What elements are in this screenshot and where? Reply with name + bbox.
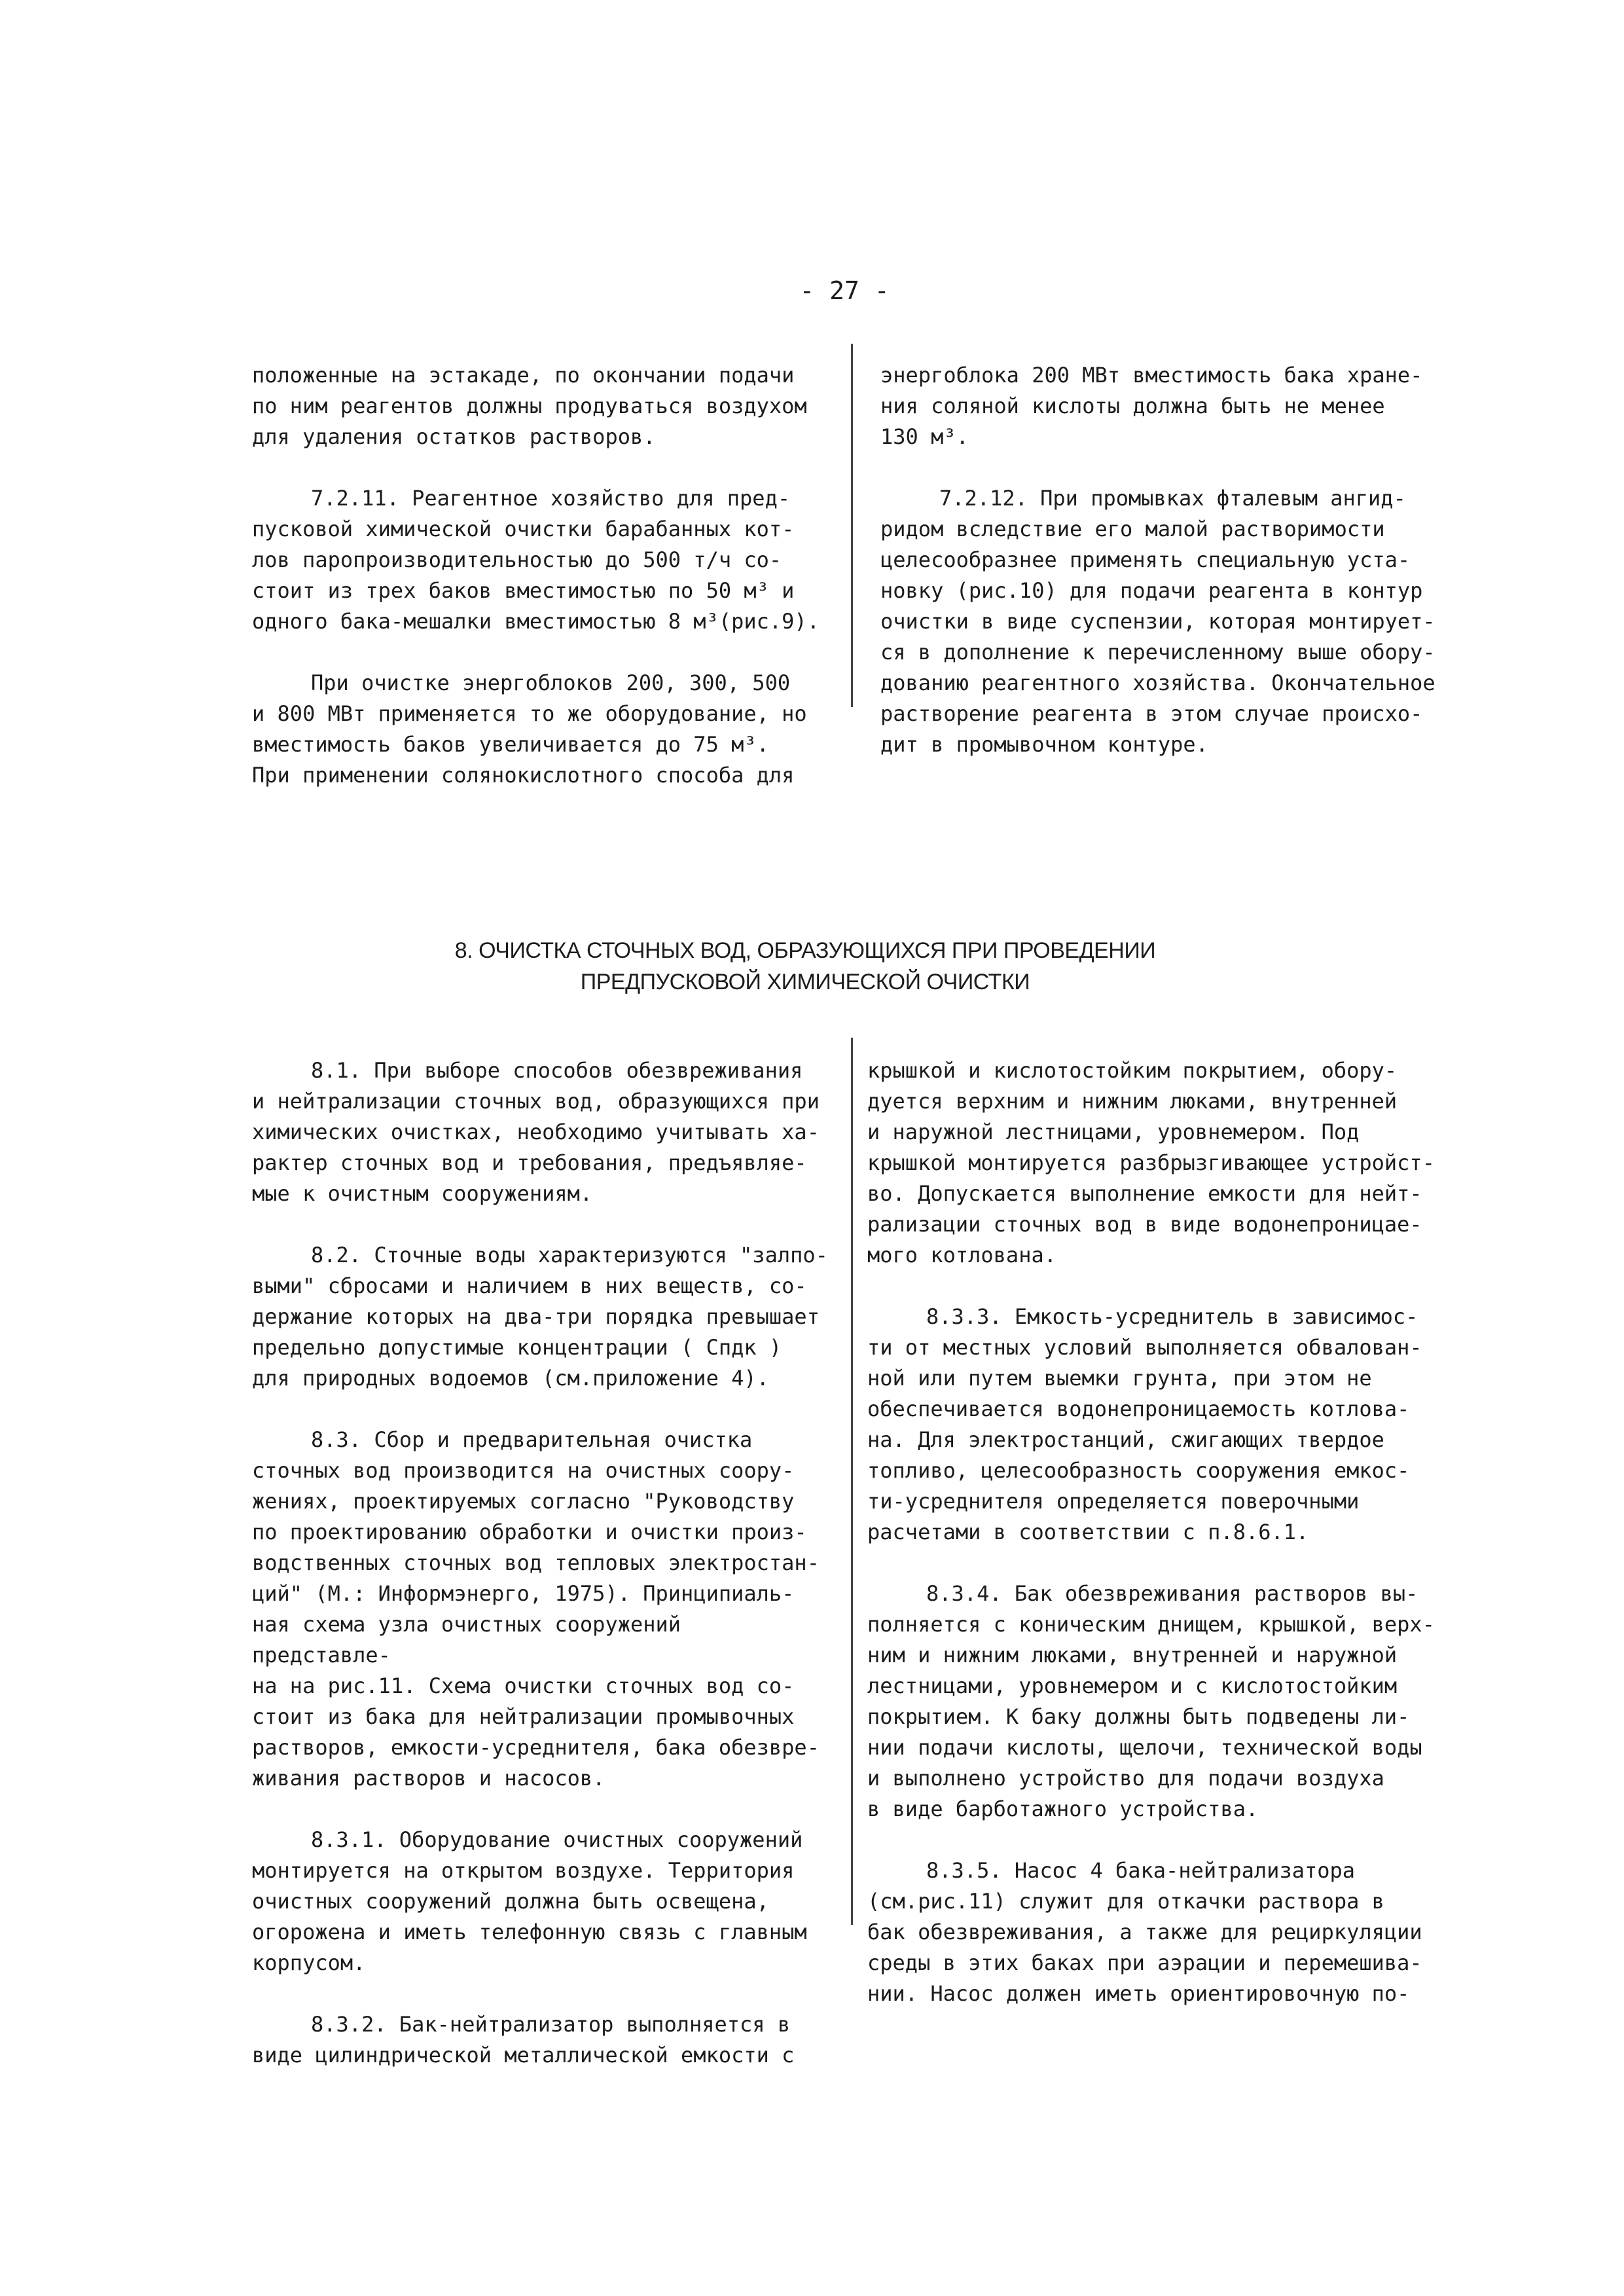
paragraph: При очистке энергоблоков 200, 300, 500 и 800 МВт применяется то же оборудование, но вместимость баков увеличивается до 75 м³. При применении солянокислотного способа для bbox=[252, 670, 807, 788]
paragraph: 8.1. При выборе способов обезвреживания и нейтрализации сточных вод, образующихся при химических очистках, необходимо учитывать ха- рактер сточных вод и требования, предъявляе- мые к очистным сооружениям. bbox=[252, 1058, 820, 1206]
paragraph: 8.3. Сбор и предварительная очистка сточных вод производится на очистных соору- жениях, проектируемых согласно "Руководству по проектированию обработки и очистки произ- водственных сточных вод тепловых электростан- ций" (М.: Информэнерго, 1975). Принципиаль- ная схема узла очистных сооружений представле- на на рис.11. Схема очистки сточных вод со- стоит из бака для нейтрализации промывочных растворов, емкости-усреднителя, бака обезвре- живания растворов и насосов. bbox=[252, 1427, 820, 1791]
paragraph: 8.3.3. Емкость-усреднитель в зависимос- ти от местных условий выполняется обвалован- ной или путем выемки грунта, при этом не обеспечивается водонепроницаемость котлова- на. Для электростанций, сжигающих твердое топливо, целесообразность сооружения емкос- ти-усреднителя определяется поверочными расчетами в соответствии с п.8.6.1. bbox=[867, 1304, 1422, 1544]
paragraph: крышкой и кислотостойким покрытием, обору- дуется верхним и нижним люками, внутренней и наружной лестницами, уровнемером. Под крышкой монтируется разбрызгивающее устройст- во. Допускается выполнение емкости для нейт- рализации сточных вод в виде водонепроницае- мого котлована. bbox=[867, 1058, 1435, 1267]
paragraph: 7.2.12. При промывках фталевым ангид- ридом вследствие его малой растворимости целесообразнее применять специальную уста- новку (рис.10) для подачи реагента в контур очистки в виде суспензии, которая монтирует- ся в дополнение к перечисленному выше обору- дованию реагентного хозяйства. Окончательное растворение реагента в этом случае происхо- дит в промывочном контуре. bbox=[880, 486, 1435, 757]
upper-right-column bbox=[880, 329, 1456, 791]
upper-left-column bbox=[252, 329, 828, 822]
paragraph: 7.2.11. Реагентное хозяйство для пред- пусковой химической очистки барабанных кот- лов паропроизводительностью до 500 т/ч со- стоит из трех баков вместимостью по 50 м³ и одного бака-мешалки вместимостью 8 м³(рис.9). bbox=[252, 486, 820, 634]
paragraph: 8.3.5. Насос 4 бака-нейтрализатора (см.рис.11) служит для откачки раствора в бак обезвреживания, а также для рециркуляции среды в этих баках при аэрации и перемешива- нии. Насос должен иметь ориентировочную по- bbox=[867, 1858, 1422, 2006]
page-number: - 27 - bbox=[799, 276, 890, 305]
paragraph: 8.3.2. Бак-нейтрализатор выполняется в виде цилиндрической металлической емкости с bbox=[252, 2012, 795, 2068]
paragraph: 8.2. Сточные воды характеризуются "залпо- выми" сбросами и наличием в них веществ, со- держание которых на два-три порядка превышает предельно допустимые концентрации ( Спдк ) для природных водоемов (см.приложение 4). bbox=[252, 1243, 828, 1391]
column-divider bbox=[851, 1038, 853, 1925]
lower-right-column bbox=[867, 1025, 1443, 2040]
paragraph: положенные на эстакаде, по окончании подачи по ним реагентов должны продуваться воздухом для удаления остатков растворов. bbox=[252, 363, 807, 449]
paragraph: 8.3.4. Бак обезвреживания растворов вы- полняется с коническим днищем, крышкой, верх- ним и нижним люками, внутренней и наружной лестницами, уровнемером и с кислотостойким покрытием. К баку должны быть подведены ли- нии подачи кислоты, щелочи, технической воды и выполнено устройство для подачи воздуха в виде барботажного устройства. bbox=[867, 1581, 1435, 1821]
column-divider bbox=[851, 344, 853, 707]
lower-left-column bbox=[252, 1025, 828, 2102]
paragraph: 8.3.1. Оборудование очистных сооружений монтируется на открытом воздухе. Территория очистных сооружений должна быть освещена, огорожена и иметь телефонную связь с главным корпусом. bbox=[252, 1827, 807, 1975]
section-heading: 8. ОЧИСТКА СТОЧНЫХ ВОД, ОБРАЗУЮЩИХСЯ ПРИ ПРОВЕДЕНИИ ПРЕДПУСКОВОЙ ХИМИЧЕСКОЙ ОЧИСТКИ bbox=[454, 938, 1156, 994]
paragraph: энергоблока 200 МВт вместимость бака хране- ния соляной кислоты должна быть не менее 130 м³. bbox=[880, 363, 1423, 449]
